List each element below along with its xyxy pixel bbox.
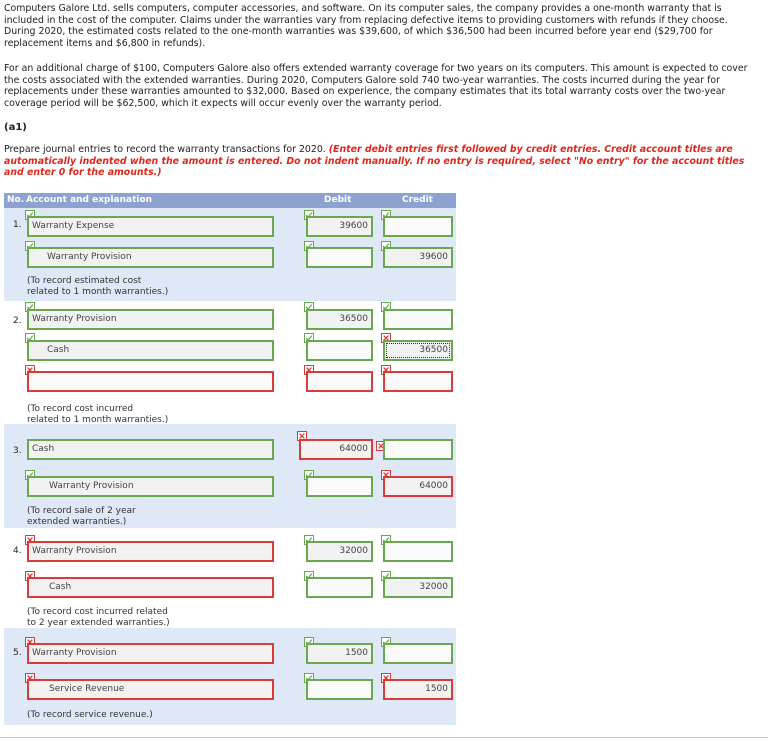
instructions-note: (Enter debit entries first followed by credit entries. Credit account titles are automatically indented when the amount is entered. Do not indent manually. If no entry is required, select "No entry" for the account titles and enter 0 for the amounts.)	[4, 144, 745, 179]
account-select[interactable]	[27, 371, 274, 392]
account-select[interactable]: Warranty Provision	[27, 541, 274, 562]
entry-number: 3.	[13, 446, 22, 456]
header-debit: Debit	[324, 195, 352, 205]
journal-entry-table	[4, 193, 456, 725]
entry-number: 5.	[13, 648, 22, 658]
debit-input[interactable]: 32000	[306, 541, 373, 562]
entry-number: 4.	[13, 546, 22, 556]
entry-number: 2.	[13, 316, 22, 326]
debit-input[interactable]	[306, 247, 373, 268]
problem-paragraph-2: For an additional charge of $100, Computers Galore also offers extended warranty coverage for two years on its computers. This amount is expected to cover the costs associated with the extended warranties. During 2020, Computers Galore sold 740 two-year warranties. The costs incurred during the year for replacements under these warranties amounted to $32,000. Based on experience, the company estimates that its total warranty costs over the two-year coverage period will be $62,500, which it expects will occur evenly over the warranty period.	[4, 63, 748, 109]
account-select[interactable]: Cash	[27, 340, 274, 361]
debit-input[interactable]	[306, 577, 373, 598]
entry-explanation: (To record sale of 2 year extended warranties.)	[27, 506, 136, 527]
header-account: Account and explanation	[26, 195, 153, 205]
divider	[0, 737, 768, 738]
account-select[interactable]: Service Revenue	[27, 679, 274, 700]
section-label: (a1)	[4, 122, 27, 133]
credit-input[interactable]	[383, 371, 453, 392]
credit-input[interactable]: 36500	[383, 340, 453, 361]
debit-input[interactable]	[306, 340, 373, 361]
account-select[interactable]: Warranty Provision	[27, 247, 274, 268]
debit-input[interactable]: 36500	[306, 309, 373, 330]
credit-input[interactable]: 32000	[383, 577, 453, 598]
entry-explanation: (To record estimated cost related to 1 month warranties.)	[27, 276, 169, 297]
header-no: No.	[7, 195, 25, 205]
entry-explanation: (To record cost incurred related to 1 month warranties.)	[27, 404, 169, 425]
header-credit: Credit	[402, 195, 433, 205]
debit-input[interactable]	[306, 679, 373, 700]
credit-input[interactable]: 39600	[383, 247, 453, 268]
account-select[interactable]: Warranty Provision	[27, 476, 274, 497]
credit-input[interactable]	[383, 439, 453, 460]
credit-input[interactable]	[383, 643, 453, 664]
table-header	[4, 193, 456, 208]
debit-input[interactable]: 1500	[306, 643, 373, 664]
instructions-text: Prepare journal entries to record the warranty transactions for 2020.	[4, 144, 329, 155]
account-select[interactable]: Warranty Provision	[27, 643, 274, 664]
entry-number: 1.	[13, 220, 22, 230]
debit-input[interactable]: 64000	[299, 439, 373, 460]
account-select[interactable]: Warranty Expense	[27, 216, 274, 237]
account-select[interactable]: Warranty Provision	[27, 309, 274, 330]
problem-paragraph-1: Computers Galore Ltd. sells computers, computer accessories, and software. On its computer sales, the company provides a one-month warranty that is included in the cost of the computer. Claims under the warranties vary from replacing defective items to providing customers with refunds if they choose. During 2020, the estimated costs related to the one-month warranties was $39,600, of which $36,500 had been incurred before year end ($29,700 for replacement items and $6,800 in refunds).	[4, 3, 728, 49]
account-select[interactable]: Cash	[27, 577, 274, 598]
credit-input[interactable]	[383, 216, 453, 237]
entry-explanation: (To record cost incurred related to 2 year extended warranties.)	[27, 607, 170, 628]
credit-input[interactable]	[383, 309, 453, 330]
entry-explanation: (To record service revenue.)	[27, 710, 153, 720]
instructions	[4, 144, 762, 179]
debit-input[interactable]	[306, 476, 373, 497]
credit-input[interactable]: 1500	[383, 679, 453, 700]
credit-input[interactable]	[383, 541, 453, 562]
debit-input[interactable]	[306, 371, 373, 392]
account-select[interactable]: Cash	[27, 439, 274, 460]
credit-input[interactable]: 64000	[383, 476, 453, 497]
debit-input[interactable]: 39600	[306, 216, 373, 237]
